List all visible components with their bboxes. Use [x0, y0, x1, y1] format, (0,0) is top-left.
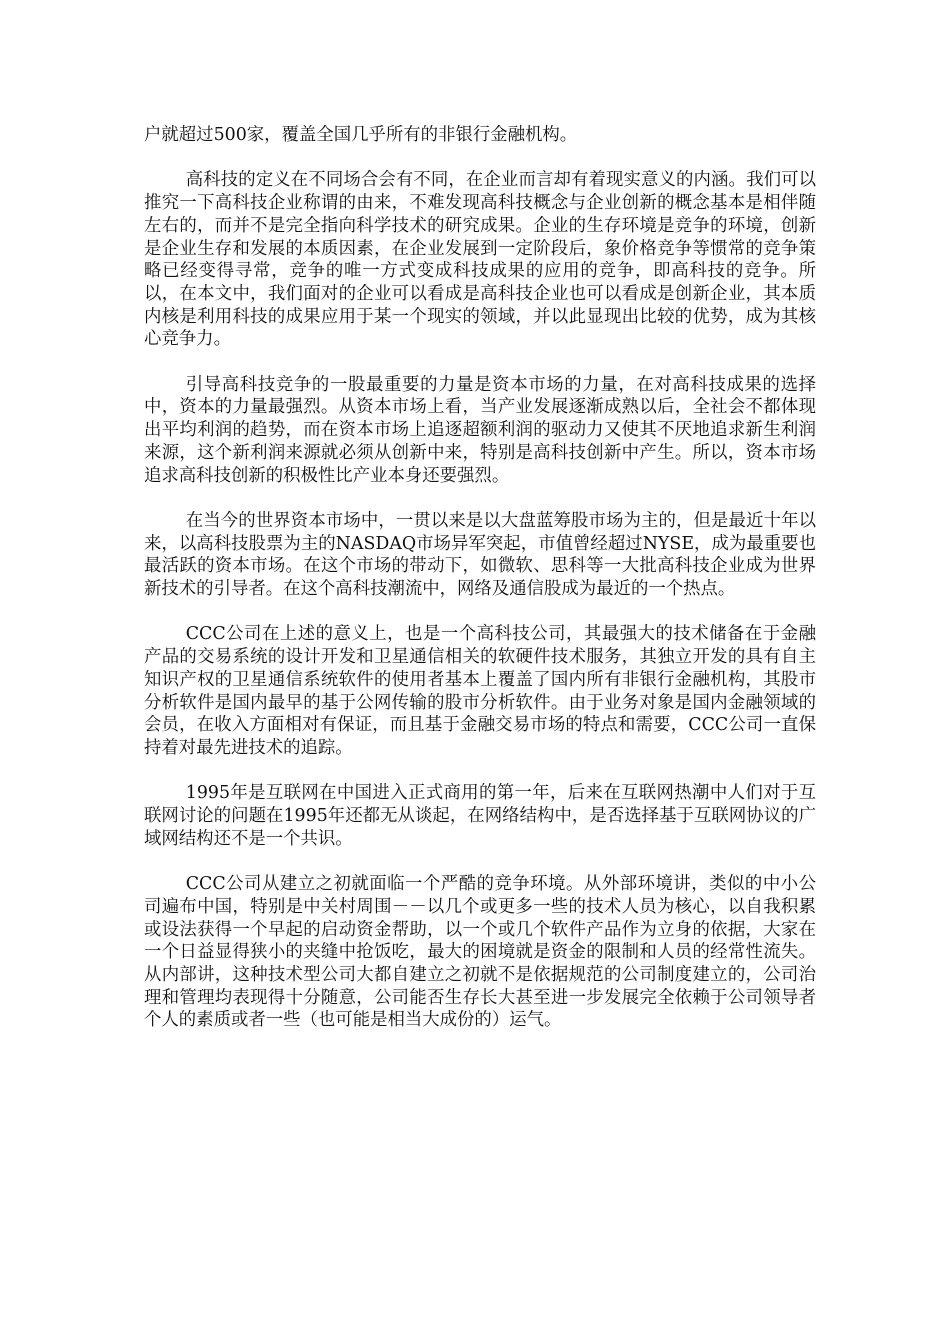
- paragraph-4: 在当今的世界资本市场中，一贯以来是以大盘蓝筹股市场为主的，但是最近十年以来，以高科技股票为主的NASDAQ市场异军突起，市值曾经超过NYSE，成为最重要也最活跃的资本市场。在这个市场的带动下，如微软、思科等一大批高科技企业成为世界新技术的引导者。在这个高科技潮流中，网络及通信股成为最近的一个热点。: [144, 510, 816, 600]
- paragraph-6: 1995年是互联网在中国进入正式商用的第一年，后来在互联网热潮中人们对于互联网讨论的问题在1995年还都无从谈起，在网络结构中，是否选择基于互联网协议的广域网结构还不是一个共识。: [144, 783, 816, 849]
- paragraph-3: 引导高科技竞争的一股最重要的力量是资本市场的力量，在对高科技成果的选择中，资本的力量最强烈。从资本市场上看，当产业发展逐渐成熟以后，全社会不都体现出平均利润的趋势，而在资本市场上追逐超额利润的驱动力又使其不厌地追求新生利润来源，这个新利润来源就必须从创新中来，特别是高科技创新中产生。所以，资本市场追求高科技创新的积极性比产业本身还要强烈。: [144, 374, 816, 486]
- document-page: [144, 124, 816, 1055]
- paragraph-2: 高科技的定义在不同场合会有不同，在企业而言却有着现实意义的内涵。我们可以推究一下高科技企业称谓的由来，不难发现高科技概念与企业创新的概念基本是相伴随左右的，而并不是完全指向科学技术的研究成果。企业的生存环境是竞争的环境，创新是企业生存和发展的本质因素，在企业发展到一定阶段后，象价格竞争等惯常的竞争策略已经变得寻常，竞争的唯一方式变成科技成果的应用的竞争，即高科技的竞争。所以，在本文中，我们面对的企业可以看成是高科技企业也可以看成是创新企业，其本质内核是利用科技的成果应用于某一个现实的领域，并以此显现出比较的优势，成为其核心竞争力。: [144, 170, 816, 350]
- paragraph-1: 户就超过500家，覆盖全国几乎所有的非银行金融机构。: [144, 125, 578, 145]
- paragraph-5: CCC公司在上述的意义上，也是一个高科技公司，其最强大的技术储备在于金融产品的交易系统的设计开发和卫星通信相关的软硬件技术服务，其独立开发的具有自主知识产权的卫星通信系统软件的使用者基本上覆盖了国内所有非银行金融机构，其股市分析软件是国内最早的基于公网传输的股市分析软件。由于业务对象是国内金融领域的会员，在收入方面相对有保证，而且基于金融交易市场的特点和需要，CCC公司一直保持着对最先进技术的追踪。: [144, 624, 816, 758]
- paragraph-7: CCC公司从建立之初就面临一个严酷的竞争环境。从外部环境讲，类似的中小公司遍布中国，特别是中关村周围－－以几个或更多一些的技术人员为核心，以自我积累或设法获得一个早起的启动资金帮助，以一个或几个软件产品作为立身的依据，大家在一个日益显得狭小的夹缝中抢饭吃，最大的困境就是资金的限制和人员的经常性流失。从内部讲，这种技术型公司大都自建立之初就不是依据规范的公司制度建立的，公司治理和管理均表现得十分随意，公司能否生存长大甚至进一步发展完全依赖于公司领导者个人的素质或者一些（也可能是相当大成份的）运气。: [144, 874, 816, 1031]
